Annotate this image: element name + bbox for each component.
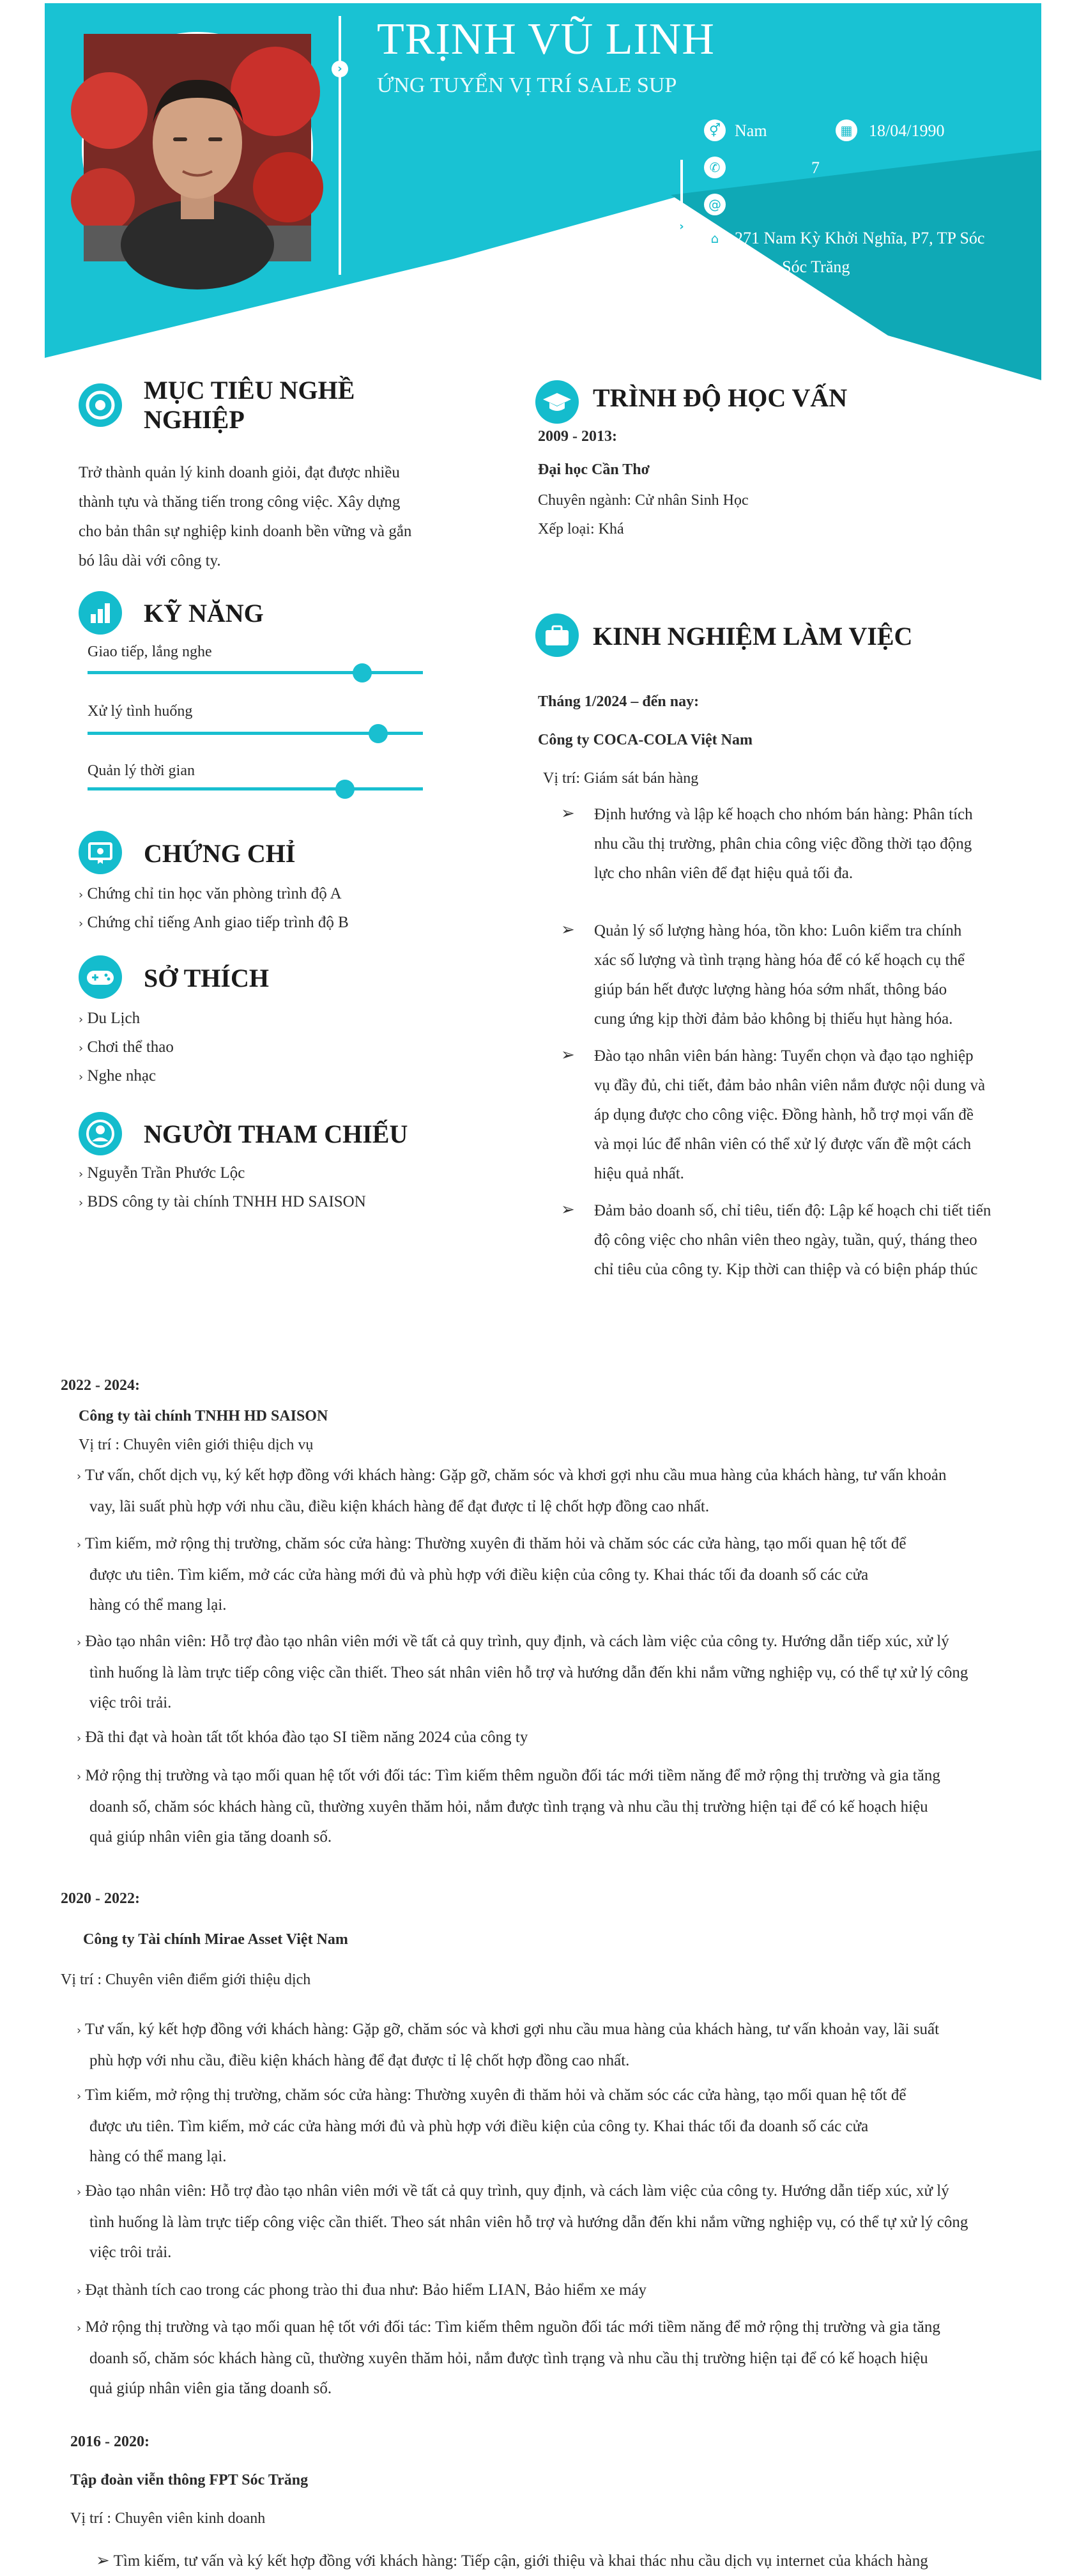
job3-bullet (77, 2014, 1009, 2076)
hobby-item: › Du Lịch (79, 1010, 141, 1027)
job2-bullet (77, 1460, 1009, 1522)
experience-title: KINH NGHIỆM LÀM VIỆC (593, 622, 913, 651)
job1-company: Công ty COCA-COLA Việt Nam (538, 732, 753, 748)
skill-bar (88, 671, 423, 674)
objective-line: Trở thành quản lý kinh doanh giỏi, đạt được nhiều (79, 464, 400, 481)
position-title: ỨNG TUYỂN VỊ TRÍ SALE SUP (377, 73, 677, 97)
bullet-line: hàng có thể mang lại. (89, 2148, 227, 2165)
skill-level-knob (335, 780, 355, 799)
bullet-line: tình huống là làm trực tiếp công việc cần thiết. Theo sát nhân viên hỗ trợ và hướng dẫn đến khi nắm vững nghiệp vụ, có thể tự xử lý công (89, 2214, 968, 2231)
header-divider-line (339, 16, 341, 275)
skill-label: Xử lý tình huống (88, 703, 193, 720)
gender-value: Nam (735, 121, 767, 140)
phone-value: 7 (811, 158, 820, 177)
objective-line: thành tựu và thăng tiến trong công việc. Xây dựng (79, 493, 401, 511)
job3-period: 2020 - 2022: (61, 1890, 140, 1907)
chart-bars-icon (79, 591, 122, 635)
job4-company: Tập đoàn viễn thông FPT Sóc Trăng (70, 2472, 309, 2488)
bullet-line: phù hợp với nhu cầu, điều kiện khách hàng để đạt được tỉ lệ chốt hợp đồng cao nhất. (89, 2052, 630, 2069)
skill-bar (88, 787, 423, 791)
objective-title-line-2: NGHIỆP (144, 405, 245, 434)
bullet-line: › Mở rộng thị trường và tạo mối quan hệ tốt với đối tác: Tìm kiếm thêm nguồn đối tác mới tiềm năng để mở rộng thị trường và gia tăng (77, 1767, 940, 1784)
job3-bullet (77, 2312, 1009, 2403)
birthday-value: 18/04/1990 (869, 121, 945, 140)
bullet-line: › Tìm kiếm, mở rộng thị trường, chăm sóc cửa hàng: Thường xuyên đi thăm hỏi và chăm sóc các cửa hàng, tạo mối quan hệ tốt để (77, 2086, 906, 2104)
certificate-item: › Chứng chỉ tin học văn phòng trình độ A (79, 885, 342, 902)
skill-level-knob (353, 663, 372, 683)
job1-bullets (556, 800, 1016, 1278)
arrow-bullet-icon: ➢ (561, 1045, 575, 1065)
objective-line: bó lâu dài với công ty. (79, 552, 221, 569)
hobbies-title: SỞ THÍCH (144, 964, 269, 992)
certificates-title: CHỨNG CHỈ (144, 839, 296, 868)
bullet-line: › Đào tạo nhân viên: Hỗ trợ đào tạo nhân viên mới về tất cả quy trình, quy định, và cách làm việc của công ty. Hướng dẫn tiếp xúc, xử lý (77, 2182, 949, 2200)
hobby-item: › Chơi thể thao (79, 1038, 174, 1056)
arrow-bullet-icon: ➢ (561, 920, 575, 939)
phone-icon: ✆ (704, 157, 726, 178)
objective-line: cho bản thân sự nghiệp kinh doanh bền vững và gắn (79, 523, 412, 540)
certificate-item: › Chứng chỉ tiếng Anh giao tiếp trình độ B (79, 914, 349, 931)
objective-title (144, 376, 355, 435)
bullet-line: doanh số, chăm sóc khách hàng cũ, thường xuyên thăm hỏi, nắm được tình trạng và nhu cầu thị trường hiện tại để có kế hoạch hiệu (89, 2350, 928, 2367)
bullet-line: được ưu tiên. Tìm kiếm, mở các cửa hàng mới đủ và phù hợp với điều kiện của công ty. Khai thác tối đa doanh số các cửa (89, 2118, 869, 2135)
job4-bullet-partial: ➢ Tìm kiếm, tư vấn và ký kết hợp đồng với khách hàng: Tiếp cận, giới thiệu và khai thác nhu cầu dịch vụ internet của khách hàng (96, 2551, 928, 2570)
job3-company: Công ty Tài chính Mirae Asset Việt Nam (83, 1931, 348, 1948)
job1-position: Vị trí: Giám sát bán hàng (543, 770, 699, 787)
reference-item: › Nguyễn Trần Phước Lộc (79, 1164, 245, 1182)
references-title: NGƯỜI THAM CHIẾU (144, 1120, 408, 1148)
job4-position: Vị trí : Chuyên viên kinh doanh (70, 2510, 266, 2527)
arrow-bullet-icon: ➢ (561, 1200, 575, 1219)
home-icon: ⌂ (704, 228, 726, 249)
bullet-line: › Đạt thành tích cao trong các phong trào thi đua như: Bảo hiểm LIAN, Bảo hiểm xe máy (77, 2281, 647, 2299)
address-line-2: Trăng, Sóc Trăng (735, 258, 850, 276)
person-icon (79, 1112, 122, 1155)
avatar (82, 32, 313, 263)
hobby-item: › Nghe nhạc (79, 1067, 157, 1084)
job2-bullet (77, 1626, 1009, 1718)
skill-level-knob (369, 724, 388, 743)
education-period: 2009 - 2013: (538, 428, 617, 445)
bullet-line: hàng có thể mang lại. (89, 1596, 227, 1614)
chevron-right-icon: › (332, 61, 348, 77)
arrow-bullet-icon: ➢ (96, 2551, 110, 2570)
chevron-right-icon: › (673, 219, 690, 235)
graduation-cap-icon (535, 380, 579, 424)
job3-bullet (77, 2080, 1009, 2171)
briefcase-icon (535, 613, 579, 657)
education-school: Đại học Cần Thơ (538, 461, 650, 478)
bullet-line: › Đã thi đạt và hoàn tất tốt khóa đào tạo SI tiềm năng 2024 của công ty (77, 1729, 528, 1746)
bullet-line: Định hướng và lập kế hoạch cho nhóm bán hàng: Phân tích (594, 806, 973, 823)
job1-period: Tháng 1/2024 – đến nay: (538, 693, 700, 710)
bullet-line: xác số lượng và tình trạng hàng hóa để có kế hoạch cụ thể (594, 952, 965, 969)
bullet-line: doanh số, chăm sóc khách hàng cũ, thường xuyên thăm hỏi, nắm được tình trạng và nhu cầu thị trường hiện tại để có kế hoạch hiệu (89, 1798, 928, 1816)
gamepad-icon (79, 955, 122, 999)
skills-title: KỸ NĂNG (144, 599, 264, 628)
objective-text (79, 458, 462, 576)
bullet-line: › Mở rộng thị trường và tạo mối quan hệ tốt với đối tác: Tìm kiếm thêm nguồn đối tác mới tiềm năng để mở rộng thị trường và gia tăng (77, 2318, 940, 2336)
skill-label: Quản lý thời gian (88, 762, 195, 779)
bullet-line: chỉ tiêu của công ty. Kịp thời can thiệp và có biện pháp thúc (594, 1261, 978, 1278)
bullet-line: độ công việc cho nhân viên theo ngày, tuần, quý, tháng theo (594, 1231, 977, 1249)
bullet-line: Đào tạo nhân viên bán hàng: Tuyển chọn và đạo tạo nghiệp (594, 1047, 974, 1065)
portrait-photo (84, 34, 311, 261)
bullet-line: › Tư vấn, ký kết hợp đồng với khách hàng: Gặp gỡ, chăm sóc và khơi gợi nhu cầu mua hàng của khách hàng, tư vấn khoản vay, lãi suất (77, 2021, 940, 2038)
education-major: Chuyên ngành: Cử nhân Sinh Học (538, 492, 749, 509)
bullet-line: và mọi lúc để nhân viên có thể xử lý được vấn đề một cách (594, 1136, 972, 1153)
target-icon (79, 383, 122, 427)
job3-bullet (77, 2176, 1009, 2267)
education-title: TRÌNH ĐỘ HỌC VẤN (593, 383, 848, 412)
bullet-line: Quản lý số lượng hàng hóa, tồn kho: Luôn kiểm tra chính (594, 922, 962, 939)
job4-period: 2016 - 2020: (70, 2433, 149, 2450)
bullet-line: nhu cầu thị trường, phân chia công việc đồng thời tạo động (594, 835, 972, 852)
candidate-name: TRỊNH VŨ LINH (377, 15, 715, 64)
skill-label: Giao tiếp, lắng nghe (88, 644, 212, 660)
certificate-icon (79, 831, 122, 874)
job2-period: 2022 - 2024: (61, 1377, 140, 1394)
job2-bullet (77, 1722, 1009, 1754)
bullet-line: giúp bán hết được lượng hàng hóa sớm nhất, thông báo (594, 981, 947, 998)
bullet-line: việc trôi trải. (89, 1694, 172, 1711)
job3-bullet (77, 2275, 1009, 2306)
bullet-line: › Tư vấn, chốt dịch vụ, ký kết hợp đồng với khách hàng: Gặp gỡ, chăm sóc và khơi gợi nhu cầu mua hàng của khách hàng, tư vấn khoản (77, 1467, 947, 1484)
bullet-line: áp dụng được cho công việc. Đồng hành, hỗ trợ mọi vấn đề (594, 1106, 974, 1123)
bullet-line: lực cho nhân viên để đạt hiệu quả tối đa. (594, 865, 853, 882)
bullet-line: được ưu tiên. Tìm kiếm, mở các cửa hàng mới đủ và phù hợp với điều kiện của công ty. Khai thác tối đa doanh số các cửa (89, 1566, 869, 1584)
job3-position: Vị trí : Chuyên viên điểm giới thiệu dịch (61, 1971, 311, 1988)
job2-bullet (77, 1761, 1009, 1852)
arrow-bullet-icon: ➢ (561, 804, 575, 823)
bullet-line: cung ứng kịp thời đảm bảo không bị thiếu hụt hàng hóa. (594, 1010, 953, 1028)
bullet-line: quả giúp nhân viên gia tăng doanh số. (89, 2380, 332, 2397)
address-line-1: 271 Nam Kỳ Khởi Nghĩa, P7, TP Sóc (735, 229, 985, 247)
job2-bullet (77, 1529, 1009, 1620)
calendar-icon: ▦ (836, 120, 857, 141)
bullet-line: vụ đầy đủ, chi tiết, đảm bảo nhân viên nắm được nội dung và (594, 1077, 986, 1094)
bullet-line: việc trôi trải. (89, 2244, 172, 2261)
email-icon: @ (704, 194, 726, 215)
reference-item: › BDS công ty tài chính TNHH HD SAISON (79, 1193, 366, 1210)
bullet-line: tình huống là làm trực tiếp công việc cần thiết. Theo sát nhân viên hỗ trợ và hướng dẫn đến khi nắm vững nghiệp vụ, có thể tự xử lý công (89, 1664, 968, 1681)
bullet-line: hiệu quả nhất. (594, 1165, 684, 1182)
gender-icon: ⚥ (704, 120, 726, 141)
job2-position: Vị trí : Chuyên viên giới thiệu dịch vụ (79, 1437, 314, 1453)
job2-company: Công ty tài chính TNHH HD SAISON (79, 1408, 328, 1424)
objective-title-line-1: MỤC TIÊU NGHỀ (144, 376, 355, 405)
bullet-line: quả giúp nhân viên gia tăng doanh số. (89, 1828, 332, 1846)
bullet-line: › Đào tạo nhân viên: Hỗ trợ đào tạo nhân viên mới về tất cả quy trình, quy định, và cách làm việc của công ty. Hướng dẫn tiếp xúc, xử lý (77, 1633, 949, 1650)
bullet-line: › Tìm kiếm, mở rộng thị trường, chăm sóc cửa hàng: Thường xuyên đi thăm hỏi và chăm sóc các cửa hàng, tạo mối quan hệ tốt để (77, 1535, 906, 1552)
bullet-line: Đảm bảo doanh số, chỉ tiêu, tiến độ: Lập kế hoạch chi tiết tiến (594, 1202, 991, 1219)
education-grade: Xếp loại: Khá (538, 521, 624, 537)
bullet-line: vay, lãi suất phù hợp với nhu cầu, điều kiện khách hàng để đạt được tỉ lệ chốt hợp đồng cao nhất. (89, 1498, 710, 1515)
